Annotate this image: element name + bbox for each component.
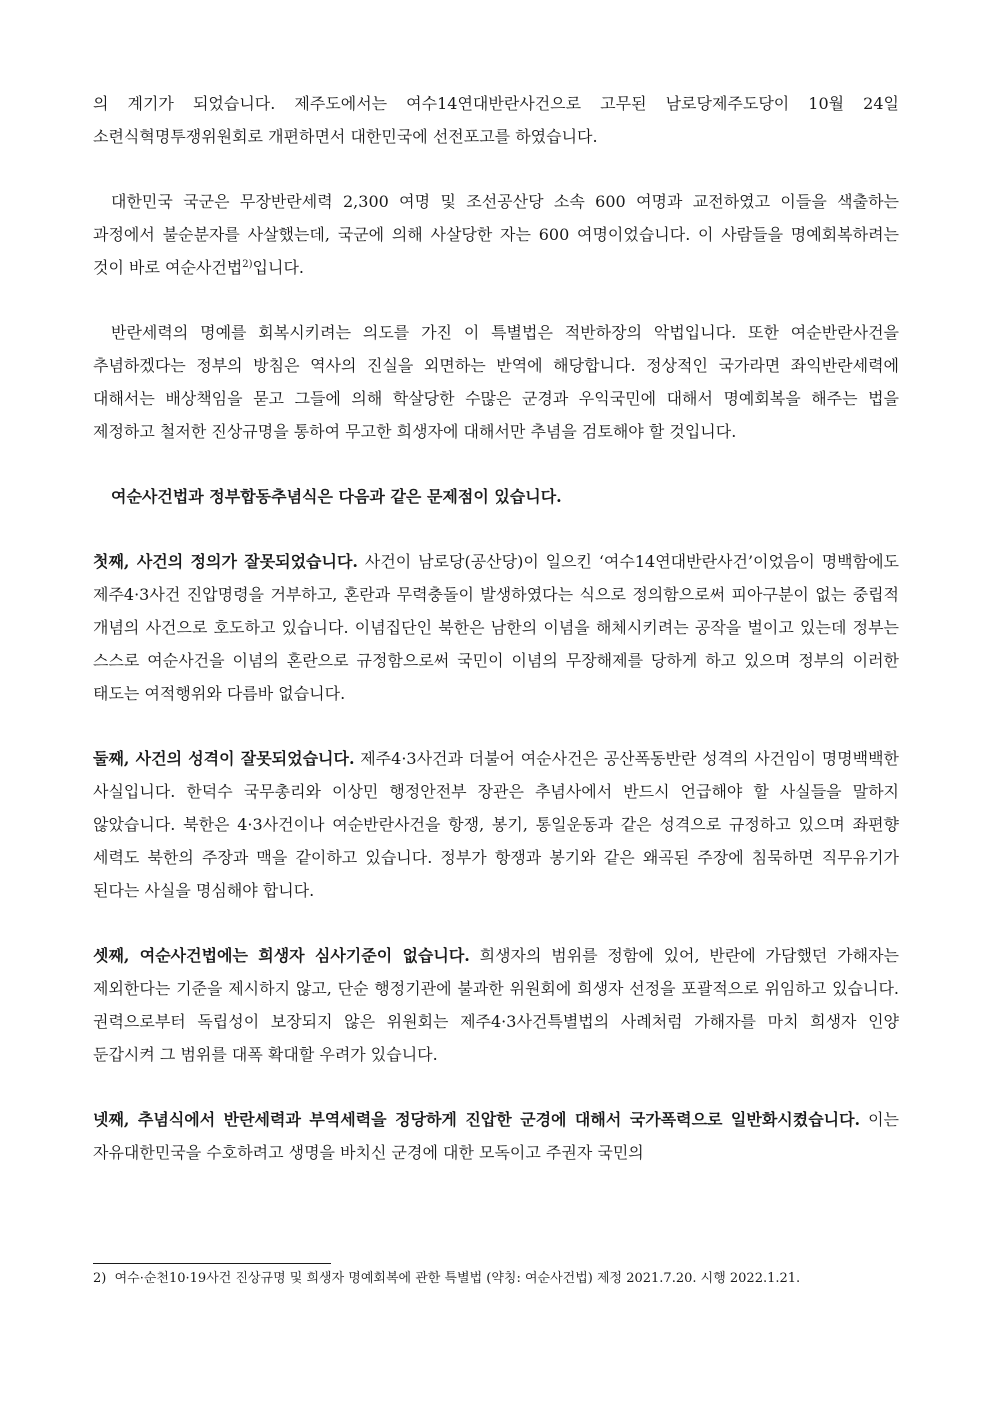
point-second-title: 둘째, 사건의 성격이 잘못되었습니다. [93,749,355,768]
footnote-text: 여수·순천10·19사건 진상규명 및 희생자 명예회복에 관한 특별법 (약칭: 여순사건법) 제정 2021.7.20. 시행 2022.1.21. [114,1271,801,1286]
paragraph-gap [93,448,899,480]
paragraph-2-tail: 입니다. [252,258,305,277]
footnote-reference[interactable]: 2) [242,259,253,270]
point-fourth [93,1103,899,1169]
document-body [93,87,899,1169]
paragraph-gap [93,1071,899,1103]
point-fourth-title: 넷째, 추념식에서 반란세력과 부역세력을 정당하게 진압한 군경에 대해서 국가폭력으로 일반화시켰습니다. [93,1110,861,1129]
paragraph-gap [93,153,899,185]
point-fourth-text: 이는 자유대한민국을 수호하려고 생명을 바치신 군경에 대한 모독이고 주권자 국민의 [93,1110,900,1162]
point-first-text: 사건이 남로당(공산당)이 일으킨 ‘여수14연대반란사건’이었음이 명백함에도 제주4·3사건 진압명령을 거부하고, 혼란과 무력충돌이 발생하였다는 식으로 정의함으로써 피아구분이 없는 중립적 개념의 사건으로 호도하고 있습니다. 이념집단인 북한은 남한의 이념을 해체시키려는 공작을 벌이고 있는데 정부는 스스로 여순사건을 이념의 혼란으로 규정함으로써 국민이 이념의 무장해제를 당하게 하고 있으며 정부의 이러한 태도는 여적행위와 다름바 없습니다. [93,552,899,703]
point-first [93,545,899,710]
point-third [93,939,899,1071]
paragraph-2 [93,185,899,284]
paragraph-gap [93,284,899,316]
footnote-marker: 2) [93,1271,107,1286]
paragraph-1 [93,87,899,153]
paragraph-gap [93,710,899,742]
point-third-title: 셋째, 여순사건법에는 희생자 심사기준이 없습니다. [93,946,470,965]
footnote-divider [93,1263,331,1264]
point-third-text: 희생자의 범위를 정함에 있어, 반란에 가담했던 가해자는 제외한다는 기준을 제시하지 않고, 단순 행정기관에 불과한 위원회에 희생자 선정을 포괄적으로 위임하고 있습니다. 권력으로부터 독립성이 보장되지 않은 위원회는 제주4·3사건특별법의 사례처럼 가해자를 마치 희생자 인양 둔갑시켜 그 범위를 대폭 확대할 우려가 있습니다. [93,946,899,1064]
point-second-text: 제주4·3사건과 더불어 여순사건은 공산폭동반란 성격의 사건임이 명명백백한 사실입니다. 한덕수 국무총리와 이상민 행정안전부 장관은 추념사에서 반드시 언급해야 할 사실들을 말하지 않았습니다. 북한은 4·3사건이나 여순반란사건을 항쟁, 봉기, 통일운동과 같은 성격으로 규정하고 있으며 좌편향 세력도 북한의 주장과 맥을 같이하고 있습니다. 정부가 항쟁과 봉기와 같은 왜곡된 주장에 침묵하면 직무유기가 된다는 사실을 명심해야 합니다. [93,749,899,900]
paragraph-gap [93,907,899,939]
paragraph-gap [93,513,899,545]
point-second [93,742,899,907]
section-heading: 여순사건법과 정부합동추념식은 다음과 같은 문제점이 있습니다. [111,487,562,506]
paragraph-3 [93,316,899,448]
paragraph-1-text: 의 계기가 되었습니다. 제주도에서는 여수14연대반란사건으로 고무된 남로당제주도당이 10월 24일 소련식혁명투쟁위원회로 개편하면서 대한민국에 선전포고를 하였습니다. [93,94,899,146]
paragraph-2-text: 대한민국 국군은 무장반란세력 2,300 여명 및 조선공산당 소속 600 여명과 교전하였고 이들을 색출하는 과정에서 불순분자를 사살했는데, 국군에 의해 사살당한 자는 600 여명이었습니다. 이 사람들을 명예회복하려는 것이 바로 여순사건법 [93,192,899,277]
paragraph-3-text: 반란세력의 명예를 회복시키려는 의도를 가진 이 특별법은 적반하장의 악법입니다. 또한 여순반란사건을 추념하겠다는 정부의 방침은 역사의 진실을 외면하는 반역에 해당합니다. 정상적인 국가라면 좌익반란세력에 대해서는 배상책임을 묻고 그들에 의해 학살당한 수많은 군경과 우익국민에 대해서 명예회복을 해주는 법을 제정하고 철저한 진상규명을 통하여 무고한 희생자에 대해서만 추념을 검토해야 할 것입니다. [93,323,899,441]
footnote [93,1268,899,1289]
point-first-title: 첫째, 사건의 정의가 잘못되었습니다. [93,552,359,571]
